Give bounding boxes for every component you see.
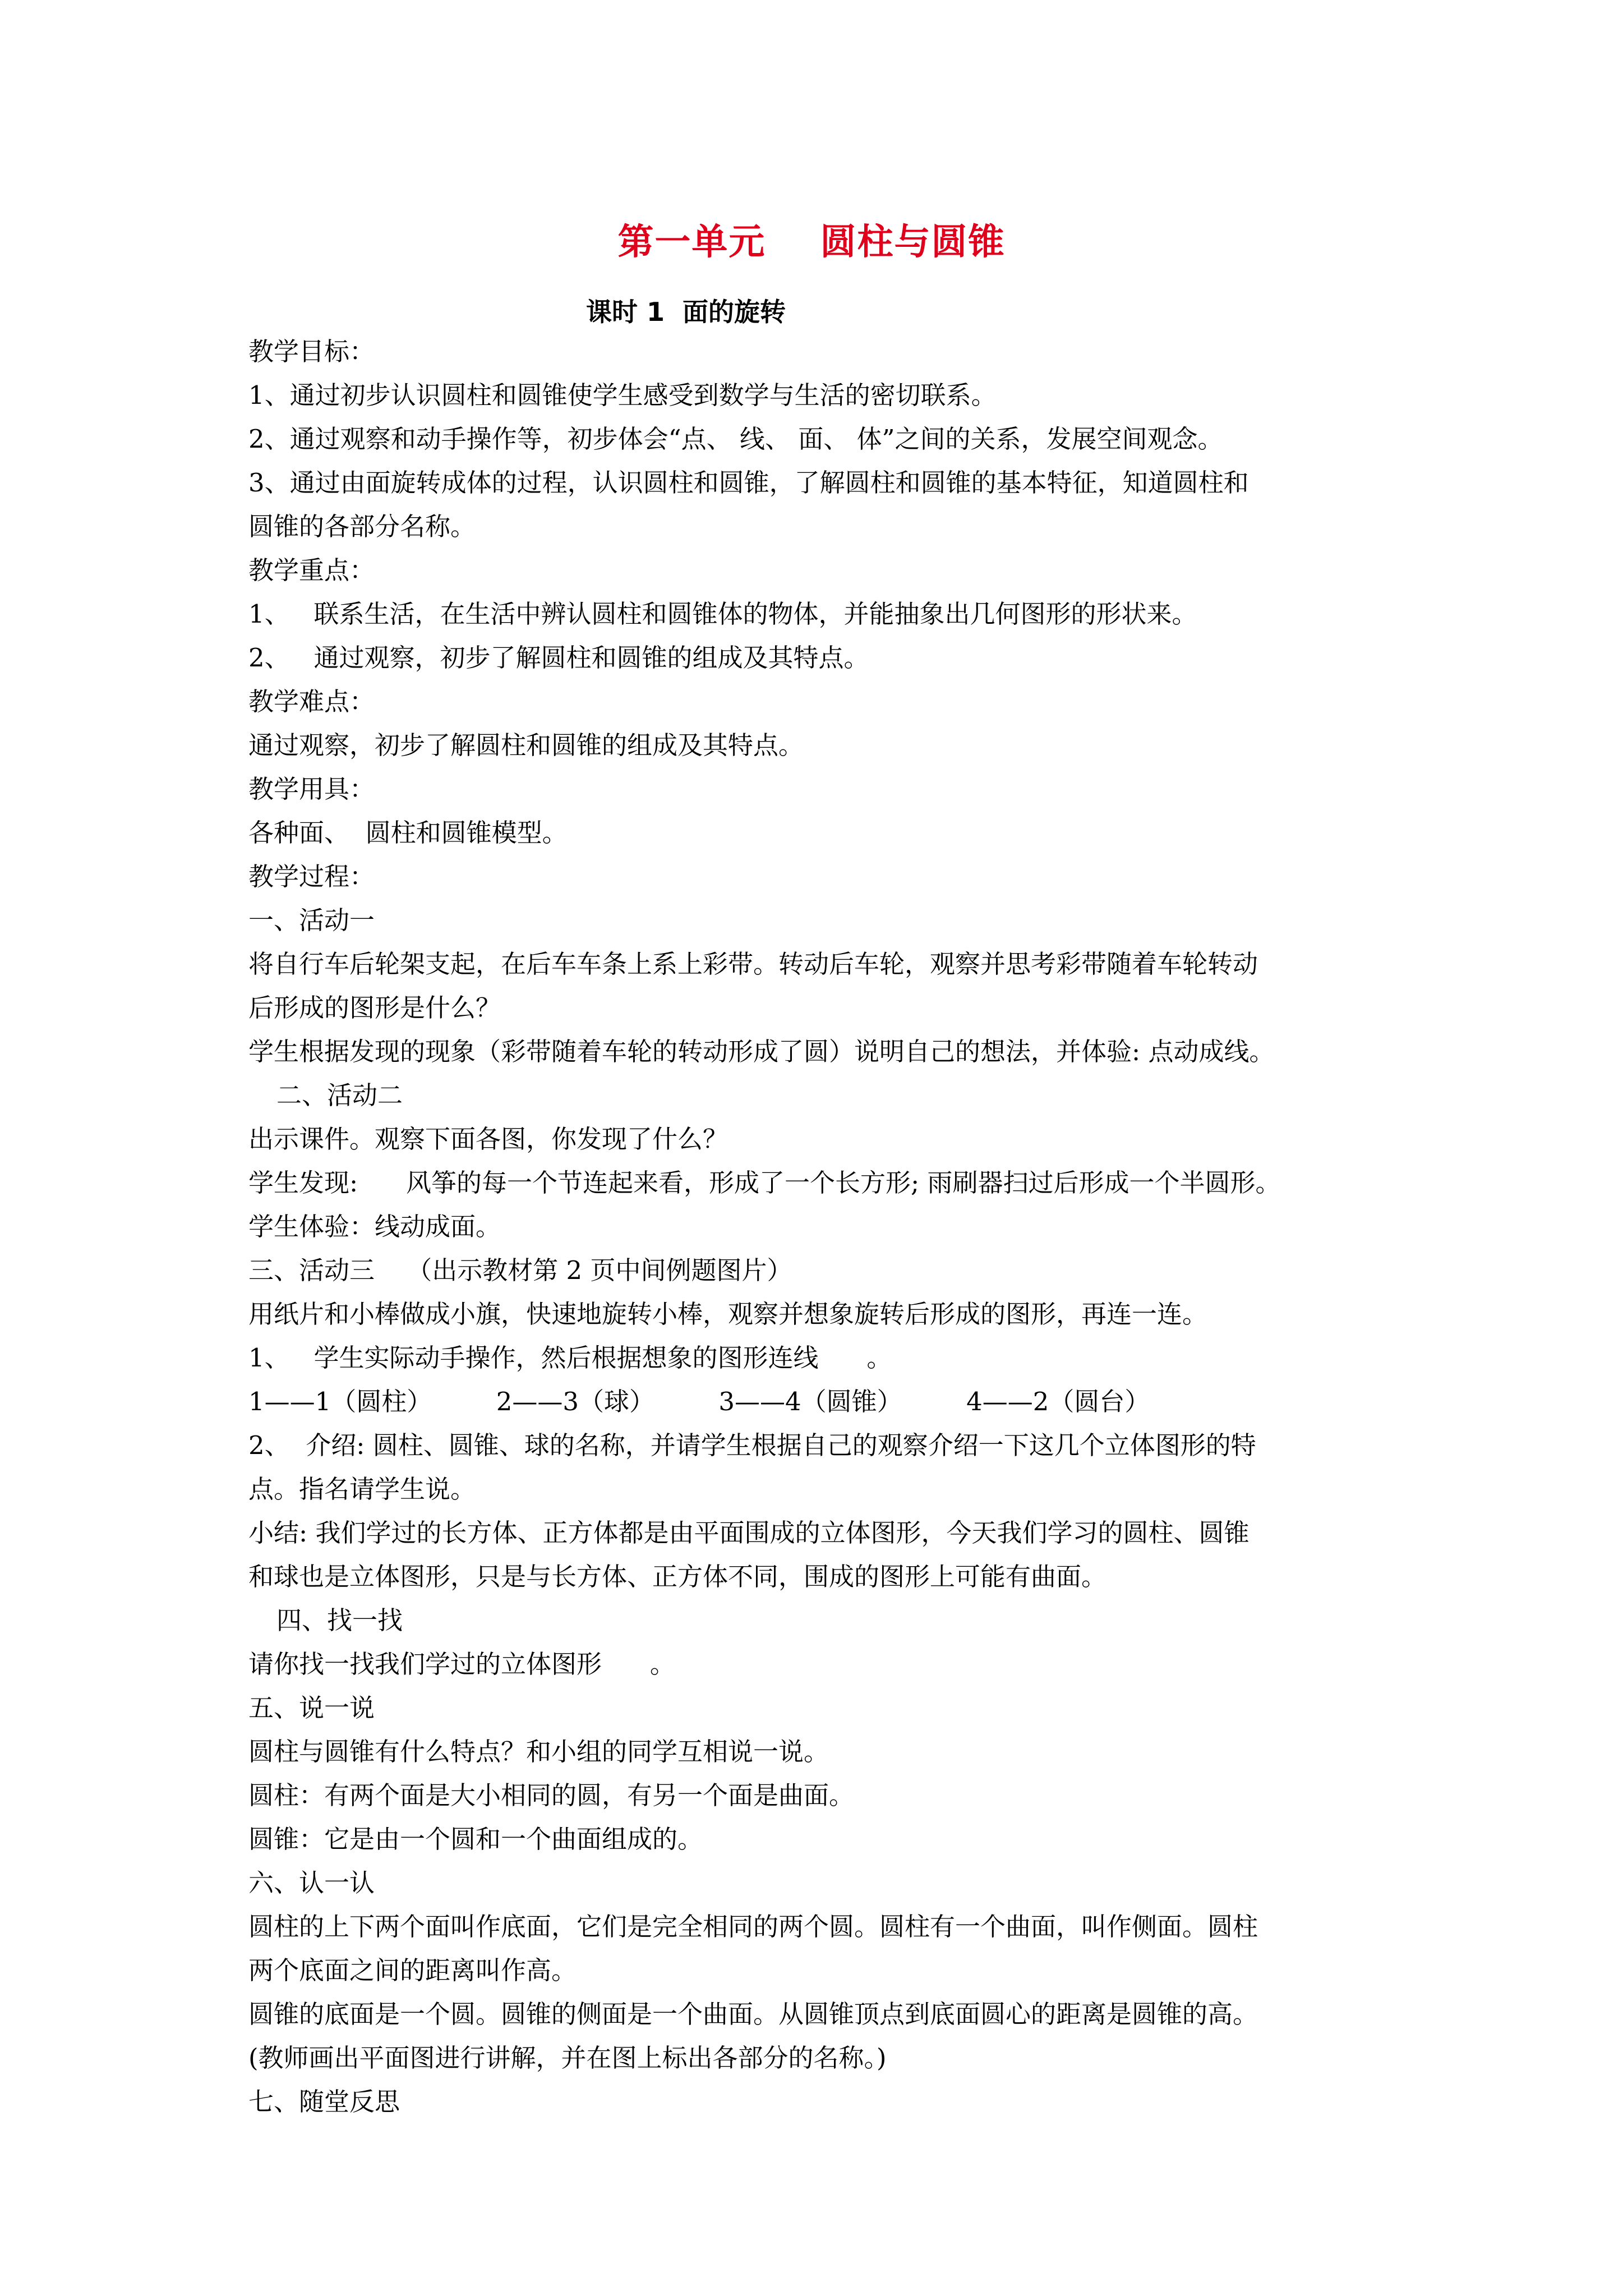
text-line: 将自行车后轮架支起，在后车车条上系上彩带。转动后车轮，观察并思考彩带随着车轮转动: [248, 949, 1258, 979]
text-line: 3、通过由面旋转成体的过程，认识圆柱和圆锥，了解圆柱和圆锥的基本特征，知道圆柱和: [248, 468, 1249, 498]
text-line: 2、 通过观察，初步了解圆柱和圆锥的组成及其特点。: [248, 643, 869, 673]
text-line: 圆锥：它是由一个圆和一个曲面组成的。: [248, 1824, 703, 1854]
text-line: 圆锥的底面是一个圆。圆锥的侧面是一个曲面。从圆锥顶点到底面圆心的距离是圆锥的高。: [248, 1999, 1258, 2029]
text-line: 圆锥的各部分名称。: [248, 512, 476, 541]
text-line: 2、通过观察和动手操作等，初步体会“点、 线、 面、 体”之间的关系，发展空间观念。: [248, 424, 1223, 454]
text-line: 请你找一找我们学过的立体图形 。: [248, 1649, 675, 1679]
text-line: 学生发现: 风筝的每一个节连起来看，形成了一个长方形; 雨刷器扫过后形成一个半圆形。: [248, 1168, 1281, 1198]
text-line: 1、通过初步认识圆柱和圆锥使学生感受到数学与生活的密切联系。: [248, 380, 997, 410]
text-line: 教学重点：: [248, 555, 375, 585]
text-line: 1、 学生实际动手操作，然后根据想象的图形连线 。: [248, 1343, 892, 1373]
text-line: 和球也是立体图形，只是与长方体、正方体不同，围成的图形上可能有曲面。: [248, 1562, 1107, 1591]
text-line: 一、活动一: [248, 905, 375, 935]
text-line: 教学过程：: [248, 862, 375, 891]
unit-title: 第一单元 圆柱与圆锥: [617, 222, 1006, 263]
text-line: 教学难点：: [248, 687, 375, 716]
text-line: 六、认一认: [248, 1868, 375, 1898]
text-line: 1、 联系生活，在生活中辨认圆柱和圆锥体的物体，并能抽象出几何图形的形状来。: [248, 599, 1197, 629]
lesson-body: [248, 330, 1404, 2124]
text-line: 各种面、 圆柱和圆锥模型。: [248, 818, 568, 848]
text-line: 教学目标：: [248, 337, 375, 366]
text-line: 圆柱与圆锥有什么特点？和小组的同学互相说一说。: [248, 1737, 829, 1766]
text-line: (教师画出平面图进行讲解，并在图上标出各部分的名称。): [248, 2043, 887, 2073]
text-line: 圆柱的上下两个面叫作底面，它们是完全相同的两个圆。圆柱有一个曲面，叫作侧面。圆柱: [248, 1912, 1258, 1941]
text-line: 2、 介绍: 圆柱、圆锥、球的名称，并请学生根据自己的观察介绍一下这几个立体图形的特: [248, 1430, 1256, 1460]
text-line: 学生根据发现的现象（彩带随着车轮的转动形成了圆）说明自己的想法，并体验: 点动成线。: [248, 1037, 1275, 1066]
text-line: 教学用具：: [248, 774, 375, 804]
text-line: 圆柱：有两个面是大小相同的圆，有另一个面是曲面。: [248, 1780, 855, 1810]
text-line: 1——1（圆柱） 2——3（球） 3——4（圆锥） 4——2（圆台）: [248, 1387, 1150, 1416]
text-line: 小结: 我们学过的长方体、正方体都是由平面围成的立体图形，今天我们学习的圆柱、圆锥: [248, 1518, 1249, 1548]
text-line: 后形成的图形是什么？: [248, 993, 501, 1023]
text-line: 三、活动三 （出示教材第 2 页中间例题图片）: [248, 1255, 792, 1285]
text-line: 两个底面之间的距离叫作高。: [248, 1955, 577, 1985]
text-line: 七、随堂反思: [248, 2087, 400, 2116]
text-line: 四、找一找: [276, 1605, 403, 1635]
lesson-subtitle: 课时 1 面的旋转: [586, 297, 786, 327]
text-line: 五、说一说: [248, 1693, 375, 1723]
text-line: 通过观察，初步了解圆柱和圆锥的组成及其特点。: [248, 730, 804, 760]
text-line: 学生体验：线动成面。: [248, 1212, 501, 1241]
text-line: 出示课件。观察下面各图，你发现了什么？: [248, 1124, 728, 1154]
text-line: 二、活动二: [276, 1080, 403, 1110]
text-line: 用纸片和小棒做成小旗，快速地旋转小棒，观察并想象旋转后形成的图形，再连一连。: [248, 1299, 1208, 1329]
text-line: 点。指名请学生说。: [248, 1474, 476, 1504]
